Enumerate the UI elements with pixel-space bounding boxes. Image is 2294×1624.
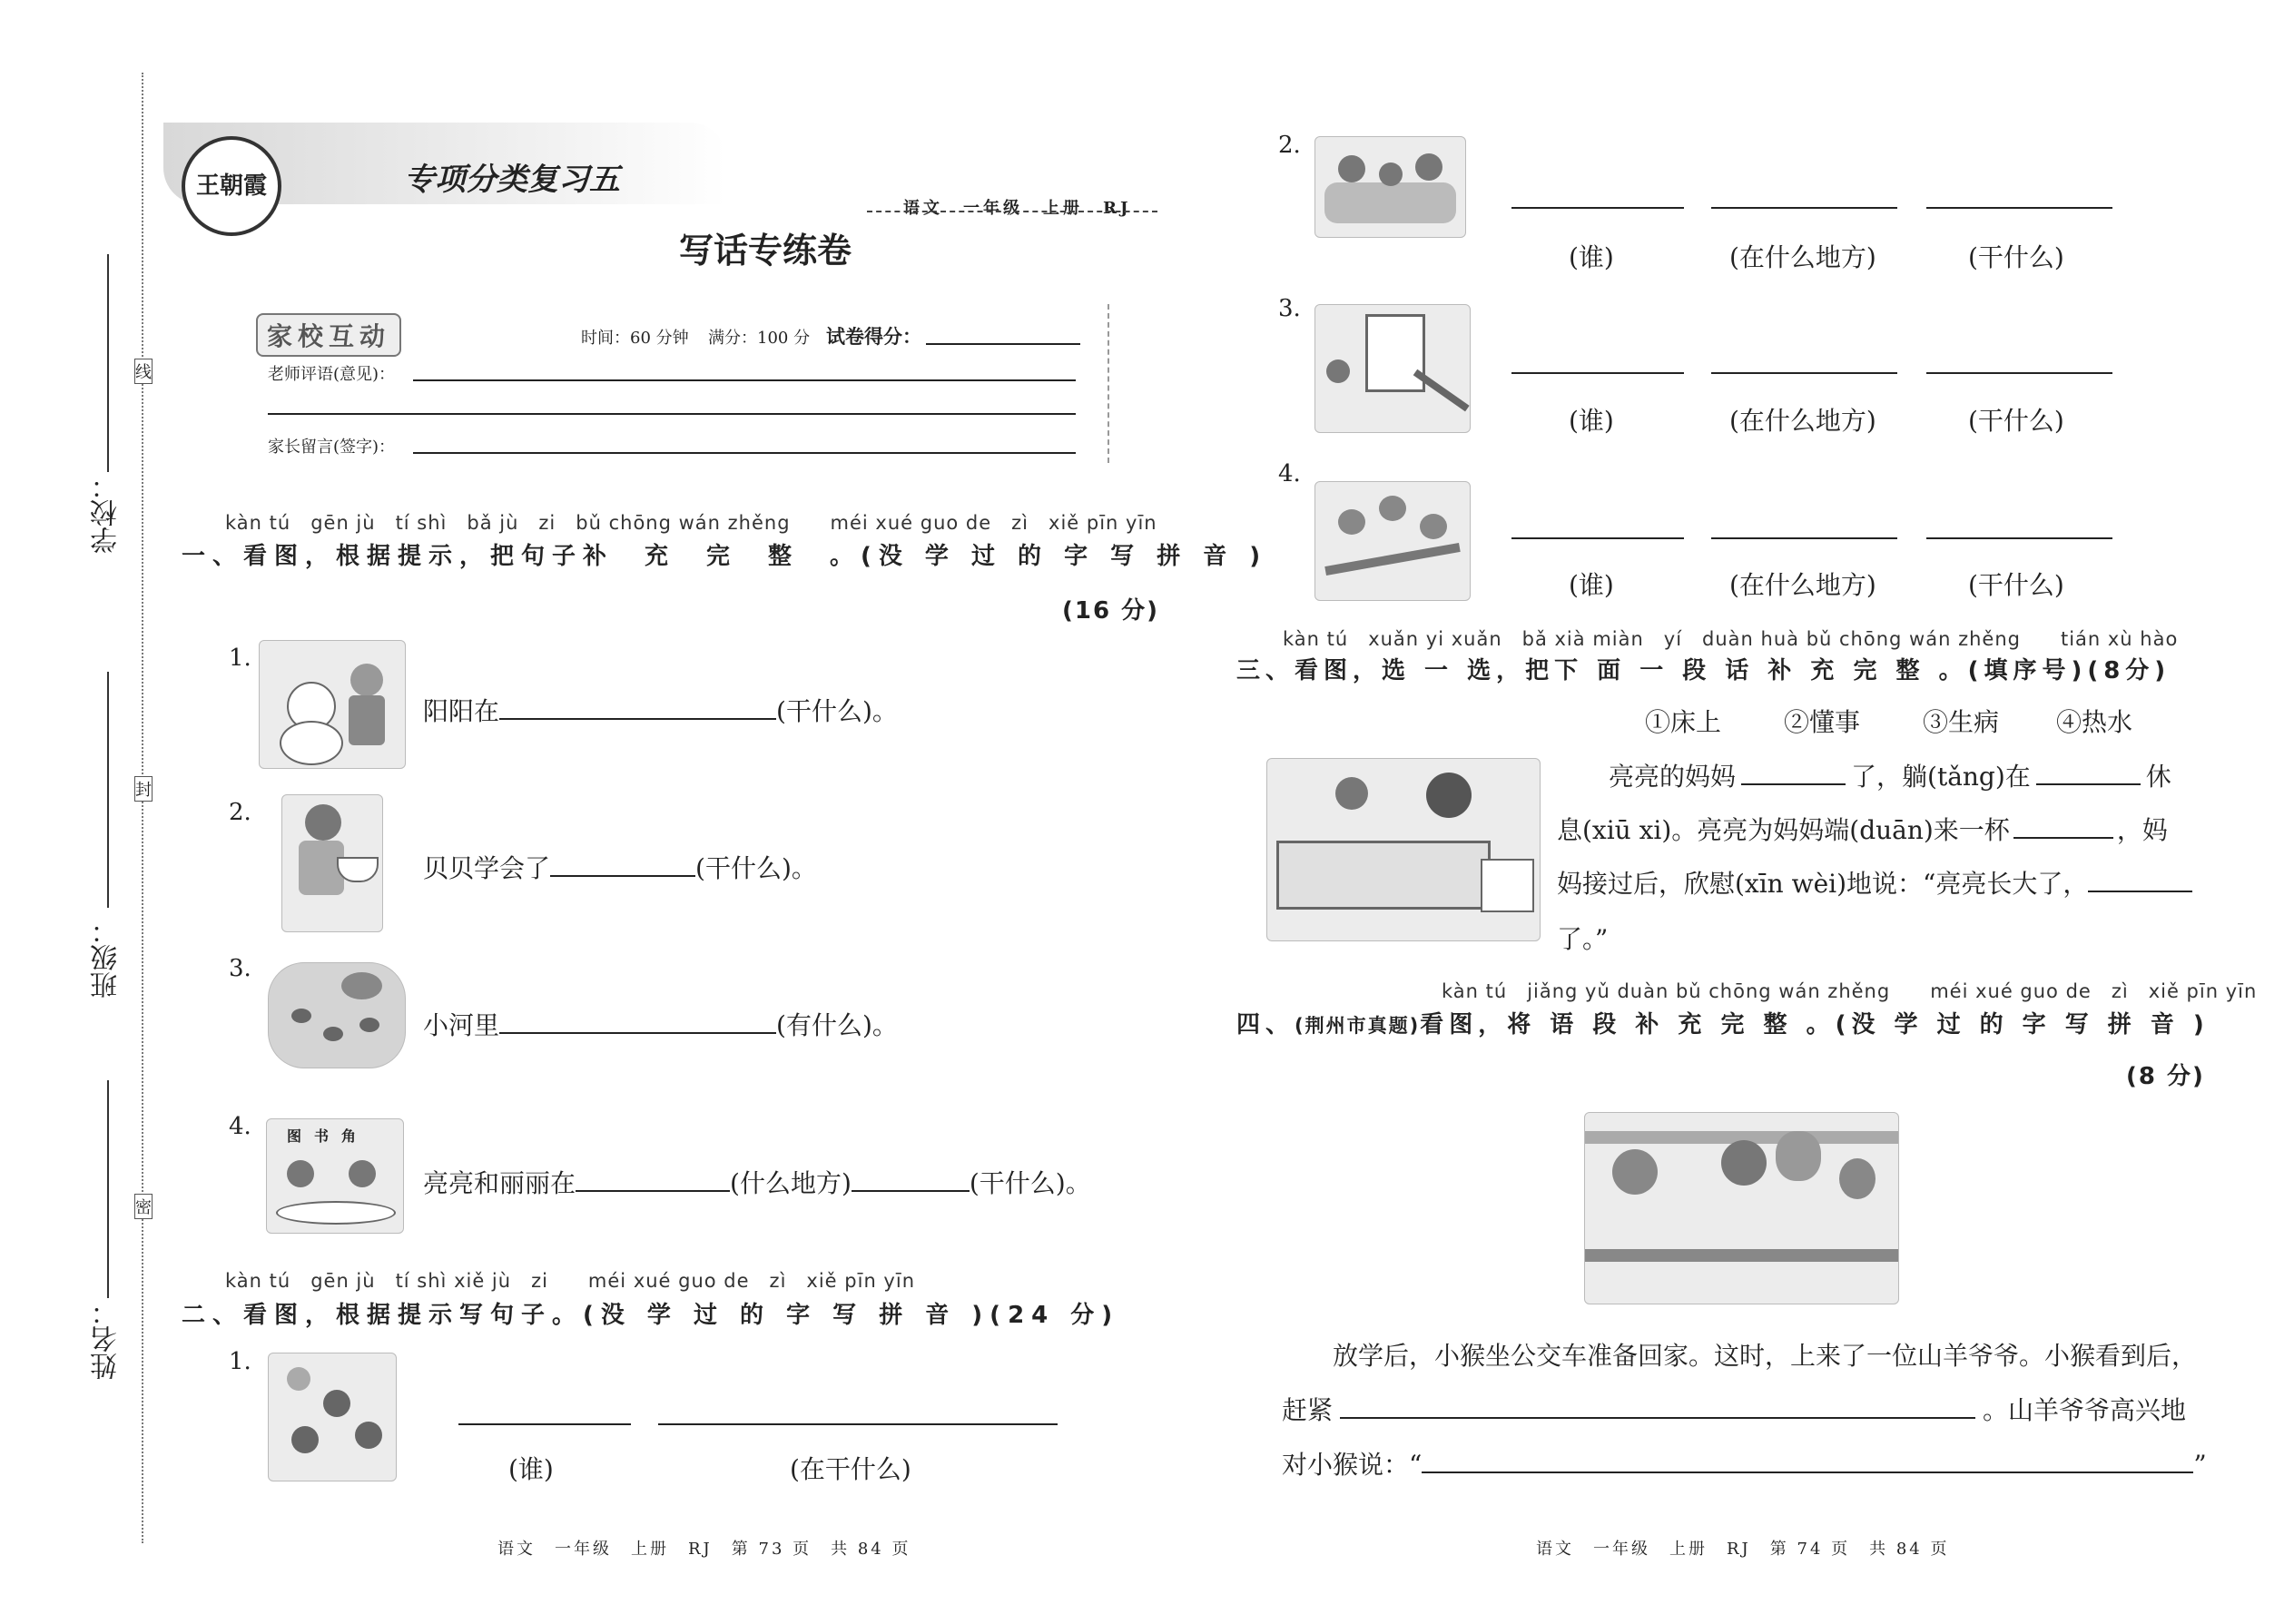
- girl-washing-picture: [281, 794, 383, 932]
- s2-item1-blank-doing[interactable]: [658, 1423, 1058, 1425]
- s1-item4-mid: (什么地方): [730, 1168, 852, 1198]
- s2-item4-num: 4.: [1278, 460, 1301, 487]
- s1-item1-before: 阳阳在: [423, 696, 500, 726]
- binding-mark-seal: 封: [134, 776, 153, 802]
- s3-line1: [1609, 757, 2171, 793]
- section1-heading: 一、看图，根据提示，把句子补 充 完 整 。(没 学 过 的 字 写 拼 音 ): [182, 543, 1268, 570]
- s4-para1: 放学后，小猴坐公交车准备回家。这时，上来了一位山羊爷爷。小猴看到后，: [1333, 1341, 2198, 1371]
- teacher-comment-line-2[interactable]: [268, 413, 1076, 415]
- s2-item3-blank-where[interactable]: [1711, 372, 1897, 374]
- s1-item2-sentence: [423, 849, 817, 885]
- class-label: 班级：: [91, 917, 123, 999]
- s2-item4-blank-where[interactable]: [1711, 537, 1897, 539]
- s4-heading-prefix: 四、: [1236, 1011, 1295, 1038]
- s2-item4-label-where: (在什么地方): [1729, 570, 1876, 600]
- s1-item1-blank[interactable]: [499, 694, 776, 720]
- school-blank: [107, 254, 109, 472]
- s1-item4-before: 亮亮和丽丽在: [423, 1168, 576, 1198]
- basketball-picture: [268, 1353, 397, 1481]
- s1-item4-blank-doing[interactable]: [852, 1166, 970, 1192]
- s1-item4-after: (干什么)。: [969, 1168, 1091, 1198]
- section4-heading: [1236, 1006, 2210, 1039]
- s4-para3-b: ”: [2193, 1450, 2207, 1480]
- s3-line2-b: ，妈: [2116, 815, 2168, 845]
- family-sofa-picture: [1314, 136, 1466, 238]
- header-decor-line: [867, 211, 1157, 212]
- s1-item3-sentence: [423, 1006, 898, 1042]
- s1-item4-blank-place[interactable]: [576, 1166, 730, 1192]
- s1-item3-before: 小河里: [423, 1010, 500, 1040]
- s2-item2-label-doing: (干什么): [1968, 242, 2064, 272]
- snowman-picture: [259, 640, 406, 769]
- s2-item3-num: 3.: [1278, 295, 1301, 322]
- teacher-comment-line-1[interactable]: [413, 379, 1076, 381]
- paper-title: 写话专练卷: [679, 231, 852, 271]
- name-blank: [107, 1080, 109, 1298]
- binding-mark-secret: 密: [134, 1194, 153, 1219]
- s2-item2-blank-where[interactable]: [1711, 207, 1897, 209]
- s2-item2-blank-doing[interactable]: [1926, 207, 2112, 209]
- s3-option-2: ②懂事: [1784, 707, 1861, 737]
- s4-para2-a: 赶紧: [1282, 1395, 1334, 1425]
- score-label: 试卷得分：: [826, 325, 921, 348]
- s2-item3-label-who: (谁): [1569, 406, 1614, 436]
- s4-para2: [1282, 1391, 2186, 1427]
- s2-item1-num: 1.: [229, 1348, 251, 1375]
- section4-points: (8 分): [2126, 1063, 2205, 1090]
- s2-item4-blank-who[interactable]: [1511, 537, 1684, 539]
- playground-slide-picture: [1314, 304, 1471, 433]
- s2-item3-blank-doing[interactable]: [1926, 372, 2112, 374]
- mother-in-bed-picture: [1266, 758, 1541, 941]
- s1-item4-num: 4.: [229, 1113, 251, 1140]
- school-label: 学校：: [91, 472, 123, 554]
- score-field[interactable]: [926, 343, 1080, 345]
- footer-right: 语文 一年级 上册 RJ 第 74 页 共 84 页: [1536, 1540, 1950, 1559]
- s1-item2-before: 贝贝学会了: [423, 853, 551, 883]
- s3-blank-1[interactable]: [1741, 760, 1846, 785]
- s3-line4: 了。”: [1557, 924, 1609, 954]
- parent-comment-label: 家长留言(签字)：: [268, 438, 396, 457]
- section1-points: (16 分): [1062, 597, 1159, 625]
- s3-line3-a: 妈接过后，欣慰(xīn wèi)地说：“亮亮长大了，: [1557, 869, 2089, 899]
- s3-option-1: ①床上: [1645, 707, 1722, 737]
- s2-item2-label-where: (在什么地方): [1729, 242, 1876, 272]
- s2-item2-num: 2.: [1278, 132, 1301, 159]
- s1-item3-blank[interactable]: [499, 1009, 776, 1034]
- s1-item1-after: (干什么)。: [776, 696, 898, 726]
- s3-line2-a: 息(xiū xi)。亮亮为妈妈端(duān)来一杯: [1557, 815, 2010, 845]
- s1-item1-num: 1.: [229, 645, 251, 672]
- s4-blank-speech[interactable]: [1422, 1448, 2193, 1473]
- s3-blank-3[interactable]: [2013, 813, 2113, 839]
- binding-dotted-line: [142, 73, 143, 1543]
- s3-line1-a: 亮亮的妈妈: [1609, 762, 1737, 792]
- s1-item4-sentence: [423, 1164, 1091, 1200]
- s3-line2: [1557, 811, 2168, 847]
- s4-heading-source: (荆州市真题): [1295, 1015, 1421, 1037]
- teacher-comment-label: 老师评语(意见)：: [268, 365, 396, 384]
- s4-para3-a: 对小猴说：“: [1282, 1450, 1423, 1480]
- footer-left: 语文 一年级 上册 RJ 第 73 页 共 84 页: [497, 1540, 911, 1559]
- s2-item3-blank-who[interactable]: [1511, 372, 1684, 374]
- section3-pinyin: kàn tú xuǎn yi xuǎn bǎ xià miàn yí duàn huà bǔ chōng wán zhěng tián xù hào: [1283, 628, 2179, 650]
- s3-blank-4[interactable]: [2088, 867, 2192, 892]
- s2-item2-label-who: (谁): [1569, 242, 1614, 272]
- s2-item2-blank-who[interactable]: [1511, 207, 1684, 209]
- s4-blank-action[interactable]: [1340, 1393, 1975, 1419]
- reading-corner-picture: [266, 1118, 404, 1234]
- s1-item1-sentence: [423, 692, 898, 728]
- s3-line1-b: 了，躺(tǎng)在: [1851, 762, 2031, 792]
- time-limit: 时间：60 分钟: [581, 329, 689, 348]
- full-score: 满分：100 分: [708, 329, 811, 348]
- s4-para2-b: 。山羊爷爷高兴地: [1983, 1395, 2187, 1425]
- s2-item3-label-doing: (干什么): [1968, 406, 2064, 436]
- s3-blank-2[interactable]: [2036, 760, 2141, 785]
- logo-seal: [182, 136, 281, 236]
- section2-heading: 二、看图，根据提示写句子。(没 学 过 的 字 写 拼 音 )(24 分): [182, 1302, 1120, 1329]
- s3-line1-c: 休: [2145, 762, 2171, 792]
- logo-text: 王朝霞: [195, 172, 267, 200]
- s1-item2-blank[interactable]: [550, 851, 695, 877]
- s2-item1-label-doing: (在干什么): [790, 1454, 911, 1484]
- s2-item3-label-where: (在什么地方): [1729, 406, 1876, 436]
- s1-item2-num: 2.: [229, 799, 251, 826]
- home-school-banner: 家校互动: [256, 313, 401, 357]
- s2-item4-label-doing: (干什么): [1968, 570, 2064, 600]
- s2-item1-blank-who[interactable]: [458, 1423, 631, 1425]
- s3-line3: [1557, 864, 2192, 901]
- s1-item3-after: (有什么)。: [776, 1010, 898, 1040]
- river-ducks-picture: [268, 962, 406, 1068]
- subject-tag: 语文 一年级 上册 RJ: [903, 199, 1132, 218]
- class-blank: [107, 672, 109, 908]
- reading-corner-sign: 图书角: [287, 1127, 369, 1145]
- s2-item4-blank-doing[interactable]: [1926, 537, 2112, 539]
- s2-item4-label-who: (谁): [1569, 570, 1614, 600]
- name-label: 姓名：: [91, 1298, 123, 1380]
- s1-item3-num: 3.: [229, 955, 251, 982]
- birds-tree-picture: [1314, 481, 1471, 601]
- section3-heading: 三、看图，选 一 选，把下 面 一 段 话 补 充 完 整 。(填序号)(8分): [1236, 657, 2171, 684]
- s3-option-4: ④热水: [2056, 707, 2133, 737]
- binding-mark-line: 线: [134, 359, 153, 384]
- parent-comment-line[interactable]: [413, 452, 1076, 454]
- s4-para3: [1282, 1445, 2207, 1481]
- section2-pinyin: kàn tú gēn jù tí shì xiě jù zi méi xué guo de zì xiě pīn yīn: [225, 1270, 915, 1292]
- s1-item2-after: (干什么)。: [695, 853, 817, 883]
- s4-heading-text: 看图，将 语 段 补 充 完 整 。(没 学 过 的 字 写 拼 音 ): [1420, 1011, 2210, 1038]
- series-title: 专项分类复习五: [404, 162, 620, 198]
- section4-pinyin: kàn tú jiǎng yǔ duàn bǔ chōng wán zhěng méi xué guo de zì xiě pīn yīn: [1442, 980, 2258, 1002]
- bus-scene-picture: [1584, 1112, 1899, 1304]
- s2-item1-label-who: (谁): [508, 1454, 554, 1484]
- section1-pinyin: kàn tú gēn jù tí shì bǎ jù zi bǔ chōng wán zhěng méi xué guo de zì xiě pīn yīn: [225, 512, 1157, 534]
- s3-option-3: ③生病: [1923, 707, 2000, 737]
